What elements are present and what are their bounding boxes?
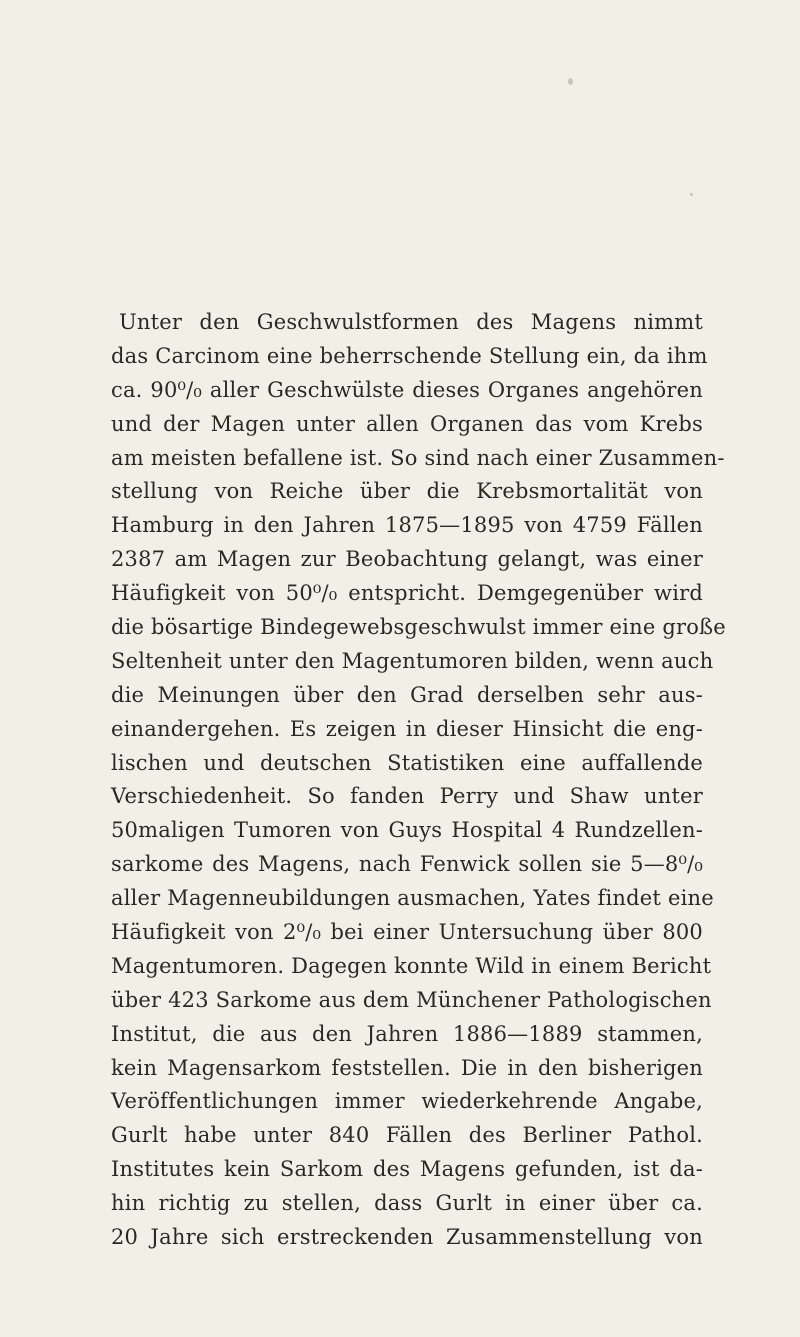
text-line: Häufigkeit von 2⁰/₀ bei einer Untersuchung über 800	[111, 920, 703, 945]
text-line: Hamburg in den Jahren 1875—1895 von 4759 Fällen	[111, 513, 703, 538]
text-line: 2387 am Magen zur Beobachtung gelangt, was einer	[111, 547, 703, 572]
text-line: Institut, die aus den Jahren 1886—1889 stammen,	[111, 1021, 703, 1046]
text-line: Seltenheit unter den Magentumoren bilden, wenn auch	[111, 648, 714, 673]
text-line: die Meinungen über den Grad derselben sehr aus-	[111, 682, 703, 707]
text-line: hin richtig zu stellen, dass Gurlt in einer über ca.	[111, 1191, 703, 1216]
text-line: stellung von Reiche über die Krebsmortalität von	[111, 479, 703, 504]
text-line: Magentumoren. Dagegen konnte Wild in einem Bericht	[111, 953, 712, 978]
text-line: kein Magensarkom feststellen. Die in den bisherigen	[111, 1055, 703, 1080]
text-line: Institutes kein Sarkom des Magens gefunden, ist da-	[111, 1157, 703, 1182]
text-line: und der Magen unter allen Organen das vom Krebs	[111, 411, 703, 436]
text-line: sarkome des Magens, nach Fenwick sollen sie 5—8⁰/₀	[111, 852, 703, 877]
text-line: über 423 Sarkome aus dem Münchener Pathologischen	[111, 987, 712, 1012]
text-line: aller Magenneubildungen ausmachen, Yates findet eine	[111, 886, 714, 911]
paper-speck	[568, 78, 573, 85]
text-line: die bösartige Bindegewebsgeschwulst immer eine große	[111, 615, 726, 640]
text-line: Häufigkeit von 50⁰/₀ entspricht. Demgegenüber wird	[111, 581, 703, 606]
text-line: 20 Jahre sich erstreckenden Zusammenstellung von	[111, 1225, 703, 1250]
paper-speck	[690, 193, 693, 196]
text-line: das Carcinom eine beherrschende Stellung ein, da ihm	[111, 343, 708, 368]
text-line: ca. 90⁰/₀ aller Geschwülste dieses Organes angehören	[111, 377, 703, 402]
text-line: Verschiedenheit. So fanden Perry und Shaw unter	[111, 784, 703, 809]
text-line: einandergehen. Es zeigen in dieser Hinsicht die eng-	[111, 716, 703, 741]
text-line: Veröffentlichungen immer wiederkehrende Angabe,	[111, 1089, 703, 1114]
text-line: 50maligen Tumoren von Guys Hospital 4 Rundzellen-	[111, 818, 703, 843]
text-line: Unter den Geschwulstformen des Magens nimmt	[119, 310, 703, 334]
text-line: Gurlt habe unter 840 Fällen des Berliner Pathol.	[111, 1123, 703, 1148]
body-text	[111, 306, 726, 1255]
text-line: lischen und deutschen Statistiken eine auffallende	[111, 750, 703, 775]
text-line: am meisten befallene ist. So sind nach einer Zusammen-	[111, 445, 725, 470]
